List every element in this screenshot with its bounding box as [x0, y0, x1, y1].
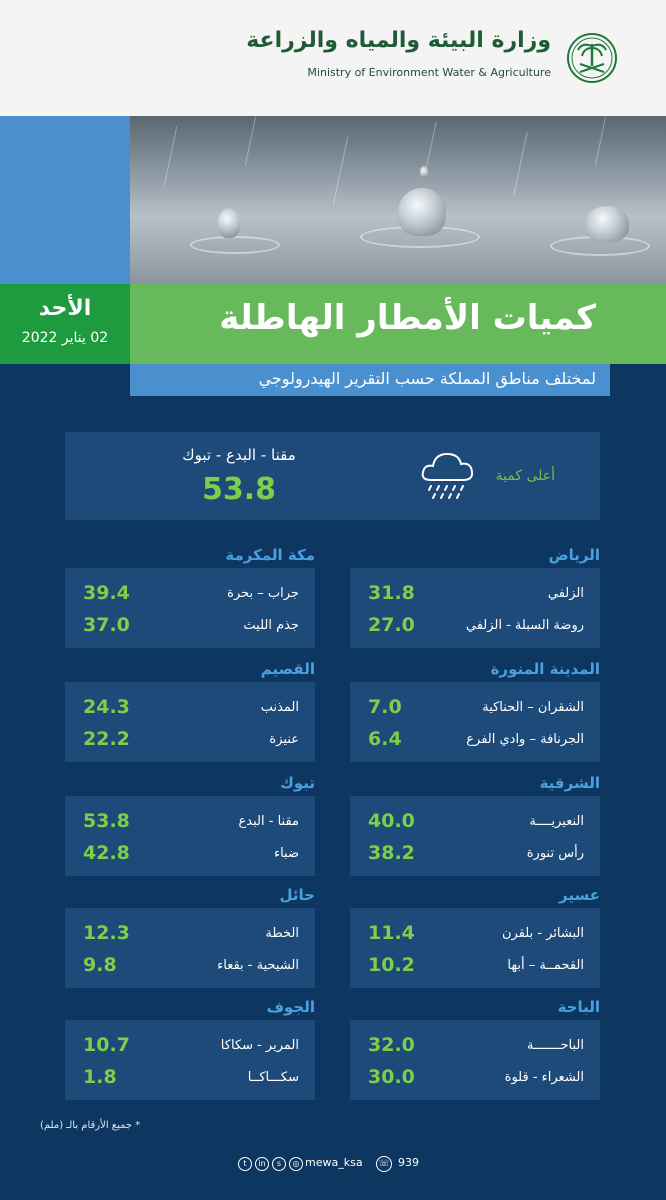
region-box [65, 796, 315, 876]
rainfall-value: 1.8 [83, 1066, 117, 1088]
station-name: مقنا - البدع [238, 814, 299, 829]
header [0, 0, 666, 116]
rainfall-value: 9.8 [83, 954, 117, 976]
station-name: جراب – بحرة [227, 586, 299, 601]
station-name: جذم الليث [243, 618, 299, 633]
footer [0, 1148, 666, 1180]
region-box [350, 1020, 600, 1100]
ministry-name-english: Ministry of Environment Water & Agriculture [307, 66, 551, 79]
station-name: سكـــاكــا [247, 1070, 299, 1085]
list-item [350, 1066, 600, 1090]
rainfall-value: 27.0 [368, 614, 415, 636]
region-box [65, 568, 315, 648]
rainfall-value: 10.7 [83, 1034, 130, 1056]
date-box [0, 284, 130, 364]
list-item [65, 842, 315, 866]
station-name: النعيريــــة [529, 814, 584, 829]
list-item [65, 1034, 315, 1058]
station-name: الزلفي [547, 586, 584, 601]
region-name: المدينة المنورة [490, 660, 600, 678]
station-name: ضباء [273, 846, 299, 861]
region-name: الشرقية [539, 774, 600, 792]
subtitle-band [130, 364, 610, 396]
station-name: الباحـــــــة [526, 1038, 584, 1053]
list-item [350, 582, 600, 606]
list-item [65, 614, 315, 638]
station-name: الشعراء - قلوة [504, 1070, 584, 1085]
page-title: كميات الأمطار الهاطلة [219, 298, 596, 338]
region-box [350, 796, 600, 876]
rainfall-value: 40.0 [368, 810, 415, 832]
station-name: عنيزة [269, 732, 299, 747]
rainfall-value: 32.0 [368, 1034, 415, 1056]
twitter-icon[interactable]: t [238, 1157, 252, 1171]
list-item [65, 582, 315, 606]
station-name: رأس تنورة [526, 846, 584, 861]
instagram-icon[interactable]: ◎ [289, 1157, 303, 1171]
list-item [65, 1066, 315, 1090]
rain-cloud-icon [417, 448, 477, 504]
region-name: الباحة [557, 998, 600, 1016]
rain-photo [130, 116, 666, 284]
rainfall-value: 37.0 [83, 614, 130, 636]
rainfall-value: 7.0 [368, 696, 402, 718]
region-name: حائل [279, 886, 315, 904]
station-name: الجرنافة – وادي الفرع [466, 732, 584, 747]
region-box [350, 682, 600, 762]
station-name: القحمــة – أبها [507, 958, 584, 973]
linkedin-icon[interactable]: in [255, 1157, 269, 1171]
rainfall-value: 31.8 [368, 582, 415, 604]
station-name: المذنب [260, 700, 299, 715]
list-item [65, 954, 315, 978]
phone-number[interactable]: 939 [398, 1156, 419, 1169]
page-subtitle: لمختلف مناطق المملكة حسب التقرير الهيدرولوجي [258, 369, 596, 388]
list-item [350, 614, 600, 638]
list-item [350, 810, 600, 834]
region-name: مكة المكرمة [225, 546, 315, 564]
day-name: الأحد [38, 296, 92, 321]
list-item [65, 696, 315, 720]
station-name: روضة السبلة - الزلفي [465, 618, 584, 633]
station-name: المرير - سكاكا [220, 1038, 299, 1053]
units-footnote: * جميع الأرقام بالـ (ملم) [40, 1120, 141, 1131]
region-name: عسير [559, 886, 600, 904]
region-name: الرياض [548, 546, 600, 564]
list-item [350, 1034, 600, 1058]
rainfall-value: 24.3 [83, 696, 130, 718]
rainfall-value: 53.8 [83, 810, 130, 832]
highest-label: أعلى كمية [495, 468, 555, 484]
list-item [350, 728, 600, 752]
rainfall-value: 30.0 [368, 1066, 415, 1088]
region-box [350, 908, 600, 988]
list-item [350, 922, 600, 946]
region-box [350, 568, 600, 648]
region-name: تبوك [280, 774, 315, 792]
region-box [65, 682, 315, 762]
list-item [350, 696, 600, 720]
rainfall-value: 10.2 [368, 954, 415, 976]
station-name: الشقران – الحناكية [482, 700, 584, 715]
rainfall-value: 12.3 [83, 922, 130, 944]
list-item [65, 728, 315, 752]
highest-amount-box [65, 432, 600, 520]
ministry-name-arabic: وزارة البيئة والمياه والزراعة [246, 28, 551, 53]
highest-value: 53.8 [201, 472, 277, 507]
region-name: الجوف [266, 998, 315, 1016]
region-box [65, 908, 315, 988]
list-item [65, 810, 315, 834]
snapchat-icon[interactable]: s [272, 1157, 286, 1171]
hero-accent-block [0, 116, 130, 284]
list-item [350, 954, 600, 978]
social-handle[interactable]: mewa_ksa [305, 1156, 363, 1169]
region-box [65, 1020, 315, 1100]
station-name: البشائر - بلقرن [501, 926, 584, 941]
date-text: 02 يناير 2022 [21, 330, 109, 346]
rainfall-value: 22.2 [83, 728, 130, 750]
title-band [130, 284, 666, 364]
rainfall-value: 11.4 [368, 922, 415, 944]
rainfall-value: 6.4 [368, 728, 402, 750]
station-name: الخطة [265, 926, 299, 941]
highest-location: مقنا - البدع - تبوك [182, 446, 296, 464]
rainfall-value: 42.8 [83, 842, 130, 864]
region-name: القصيم [260, 660, 315, 678]
palm-swords-emblem-icon [566, 30, 618, 86]
rainfall-value: 38.2 [368, 842, 415, 864]
rainfall-value: 39.4 [83, 582, 130, 604]
phone-icon: ☏ [376, 1156, 392, 1172]
list-item [65, 922, 315, 946]
station-name: الشيحية - بقعاء [217, 958, 299, 973]
list-item [350, 842, 600, 866]
